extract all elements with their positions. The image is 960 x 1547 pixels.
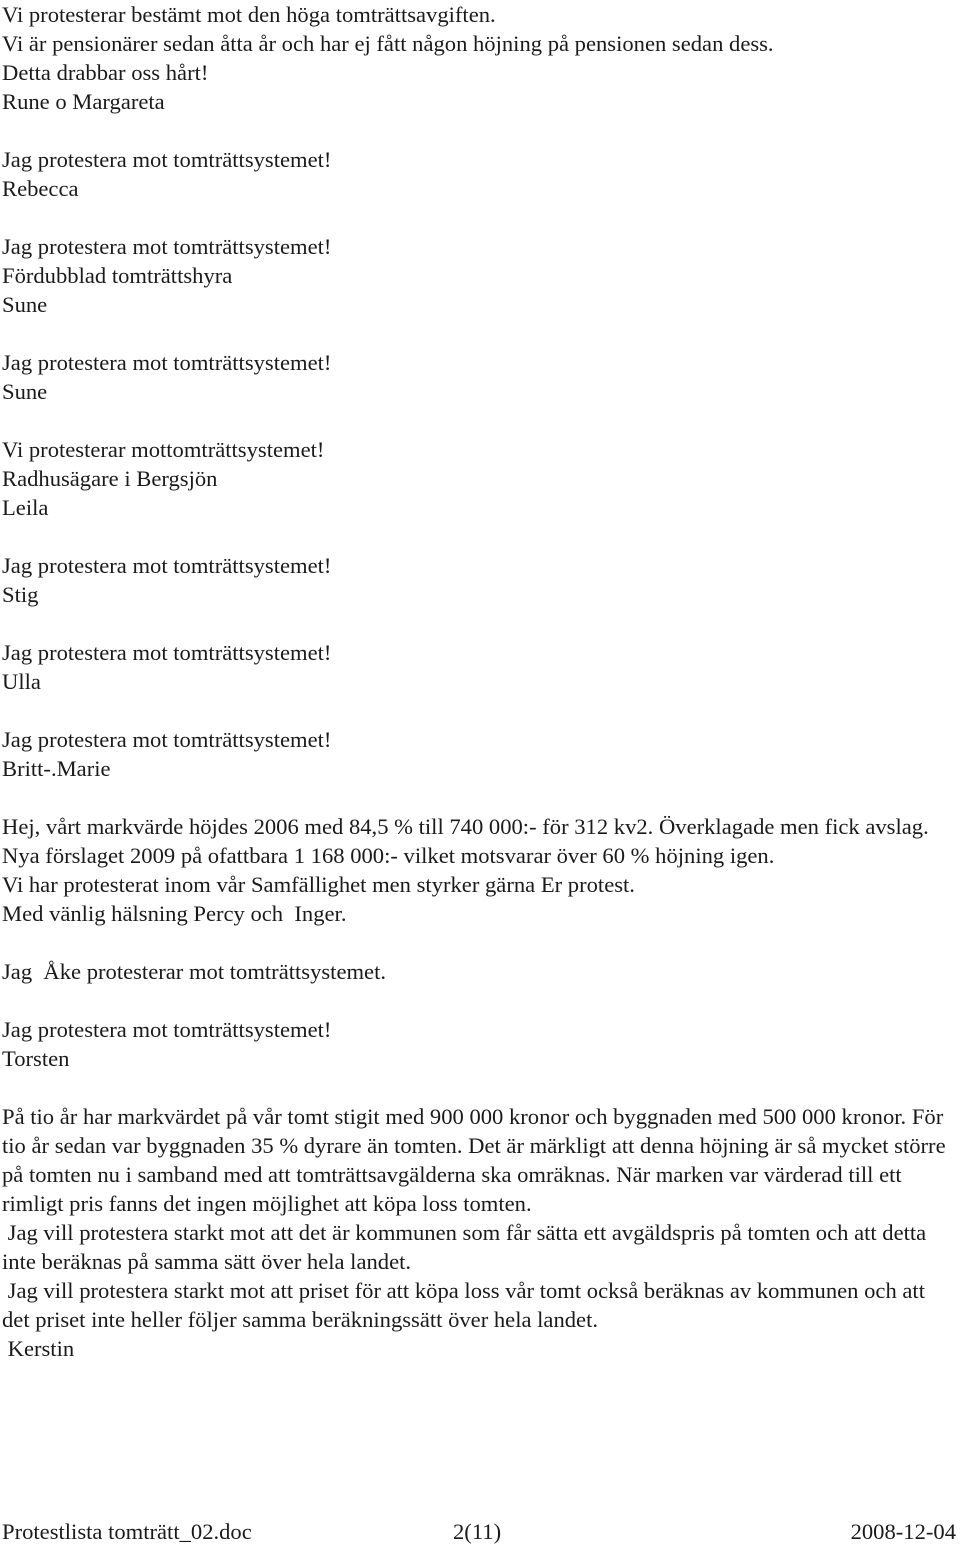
text-paragraph: Jag vill protestera starkt mot att priset för att köpa loss vår tomt också beräknas av kommunen och att det priset inte heller följer samma beräkningssätt över hela landet. bbox=[2, 1278, 931, 1332]
spacer bbox=[2, 609, 952, 638]
entry-ulla bbox=[2, 638, 952, 696]
text-line: Jag protestera mot tomträttsystemet! bbox=[2, 147, 332, 172]
text-line: Jag protestera mot tomträttsystemet! bbox=[2, 640, 332, 665]
signature: Med vänlig hälsning Percy och Inger. bbox=[2, 901, 347, 926]
spacer bbox=[2, 203, 952, 232]
spacer bbox=[2, 406, 952, 435]
entry-kerstin bbox=[2, 1102, 952, 1363]
signature: Sune bbox=[2, 379, 48, 404]
spacer bbox=[2, 986, 952, 1015]
footer-date: 2008-12-04 bbox=[850, 1519, 956, 1544]
entry-leila bbox=[2, 435, 952, 522]
text-line: Nya förslaget 2009 på ofattbara 1 168 000:- vilket motsvarar över 60 % höjning igen. bbox=[2, 843, 775, 868]
text-line: Jag protestera mot tomträttsystemet! bbox=[2, 234, 332, 259]
spacer bbox=[2, 1073, 952, 1102]
text-line: Jag protestera mot tomträttsystemet! bbox=[2, 1017, 332, 1042]
spacer bbox=[2, 783, 952, 812]
signature: Kerstin bbox=[2, 1336, 75, 1361]
entry-britt-marie bbox=[2, 725, 952, 783]
text-line: Vi är pensionärer sedan åtta år och har ej fått någon höjning på pensionen sedan dess. bbox=[2, 31, 774, 56]
document-body bbox=[2, 0, 952, 1363]
text-line: Vi protesterar bestämt mot den höga tomträttsavgiften. bbox=[2, 2, 496, 27]
text-line: Jag protestera mot tomträttsystemet! bbox=[2, 727, 332, 752]
page-footer bbox=[2, 1517, 956, 1546]
entry-rune-margareta bbox=[2, 0, 952, 116]
spacer bbox=[2, 116, 952, 145]
text-line: Fördubblad tomträttshyra bbox=[2, 263, 233, 288]
entry-torsten bbox=[2, 1015, 952, 1073]
signature: Sune bbox=[2, 292, 48, 317]
text-paragraph: Hej, vårt markvärde höjdes 2006 med 84,5 % till 740 000:- för 312 kv2. Överklagade men fick avslag. bbox=[2, 814, 929, 839]
text-line: Jag protestera mot tomträttsystemet! bbox=[2, 350, 332, 375]
entry-sune-1 bbox=[2, 232, 952, 319]
spacer bbox=[2, 522, 952, 551]
spacer bbox=[2, 696, 952, 725]
signature: Rune o Margareta bbox=[2, 89, 165, 114]
entry-rebecca bbox=[2, 145, 952, 203]
footer-filename: Protestlista tomträtt_02.doc bbox=[2, 1519, 252, 1544]
spacer bbox=[2, 928, 952, 957]
text-line: Vi protesterar mottomträttsystemet! bbox=[2, 437, 325, 462]
signature: Stig bbox=[2, 582, 39, 607]
entry-stig bbox=[2, 551, 952, 609]
signature: Britt-.Marie bbox=[2, 756, 111, 781]
signature: Ulla bbox=[2, 669, 41, 694]
text-line: Radhusägare i Bergsjön bbox=[2, 466, 218, 491]
entry-percy-inger bbox=[2, 812, 952, 928]
text-line: Detta drabbar oss hårt! bbox=[2, 60, 209, 85]
text-paragraph: Jag vill protestera starkt mot att det är kommunen som får sätta ett avgäldspris på tomten och att detta inte beräknas på samma sätt över hela landet. bbox=[2, 1220, 932, 1274]
spacer bbox=[2, 319, 952, 348]
text-paragraph: På tio år har markvärdet på vår tomt stigit med 900 000 kronor och byggnaden med 500 000 kronor. För tio år sedan var byggnaden 35 % dyrare än tomten. Det är märkligt att denna höjning är så mycket större på tomten nu i samband med att tomträttsavgälderna ska omräknas. När marken var värderad till ett rimligt pris fanns det ingen möjlighet att köpa loss tomten. bbox=[2, 1104, 946, 1216]
text-line: Jag protestera mot tomträttsystemet! bbox=[2, 553, 332, 578]
text-line: Vi har protesterat inom vår Samfällighet men styrker gärna Er protest. bbox=[2, 872, 635, 897]
signature: Rebecca bbox=[2, 176, 79, 201]
signature: Leila bbox=[2, 495, 49, 520]
entry-ake bbox=[2, 957, 952, 986]
footer-page-number: 2(11) bbox=[453, 1519, 502, 1544]
text-line: Jag Åke protesterar mot tomträttsystemet. bbox=[2, 959, 386, 984]
signature: Torsten bbox=[2, 1046, 70, 1071]
entry-sune-2 bbox=[2, 348, 952, 406]
